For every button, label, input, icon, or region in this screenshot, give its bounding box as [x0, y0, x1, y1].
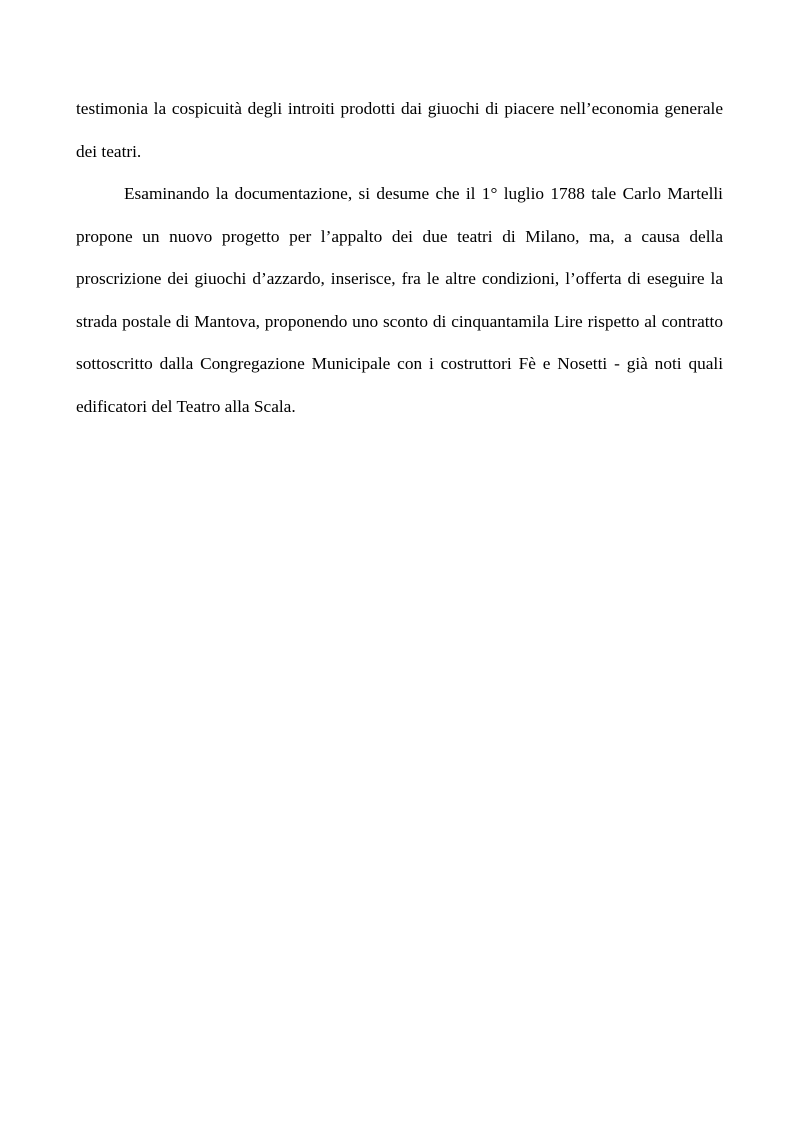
body-text: [76, 88, 723, 428]
paragraph-continuation: testimonia la cospicuità degli introiti prodotti dai giuochi di piacere nell’economia generale dei teatri.: [76, 99, 723, 161]
paragraph-martelli-proposal: Esaminando la documentazione, si desume che il 1° luglio 1788 tale Carlo Martelli propone un nuovo progetto per l’appalto dei due teatri di Milano, ma, a causa della proscrizione dei giuochi d’azzardo, inserisce, fra le altre condizioni, l’offerta di eseguire la strada postale di Mantova, proponendo uno sconto di cinquantamila Lire rispetto al contratto sottoscritto dalla Congregazione Municipale con i costruttori Fè e Nosetti - già noti quali edificatori del Teatro alla Scala.: [76, 184, 723, 416]
